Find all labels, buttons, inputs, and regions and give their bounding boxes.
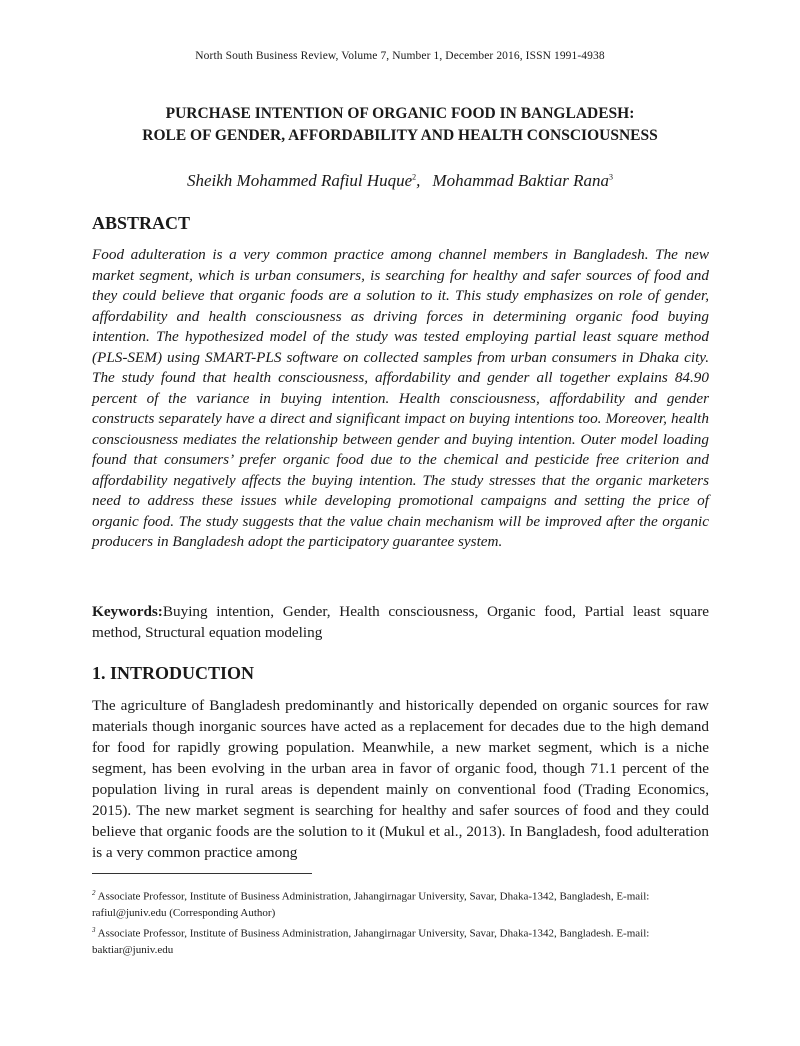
footnote-text: Associate Professor, Institute of Business Administration, Jahangirnagar University, Savar, Dhaka-1342, Bangladesh. E-mail: baktiar@juniv.edu — [92, 927, 650, 956]
introduction-text: The agriculture of Bangladesh predominantly and historically depended on organic sources for raw materials though inorganic sources have acted as a replacement for decades due to the high demand for food for rapidly growing population. Meanwhile, a new market segment, which is a niche segment, has been evolving in the urban area in favor of organic food, though 71.1 percent of the population living in rural areas is dependent mainly on conventional food (Trading Economics, 2015). The new market segment is searching for healthy and safer sources of food and they could believe that organic foods are the solution to it (Mukul et al., 2013). In Bangladesh, food adulteration is a very common practice among — [92, 697, 709, 861]
title-line-1: PURCHASE INTENTION OF ORGANIC FOOD IN BANGLADESH: — [165, 105, 635, 122]
author-footnote-mark: 2 — [412, 172, 417, 182]
footnote — [92, 922, 709, 958]
author-separator: , — [416, 171, 421, 190]
footnote-divider — [92, 873, 312, 874]
author-footnote-mark: 3 — [609, 172, 614, 182]
footnote — [92, 885, 709, 921]
author-list — [0, 171, 800, 191]
abstract-heading: ABSTRACT — [92, 213, 191, 233]
keywords-label: Keywords: — [92, 603, 163, 620]
keywords-text: Buying intention, Gender, Health consciousness, Organic food, Partial least square method, Structural equation modeling — [92, 603, 709, 641]
keywords — [92, 602, 709, 643]
title-line-2: ROLE OF GENDER, AFFORDABILITY AND HEALTH CONSCIOUSNESS — [142, 127, 658, 144]
author-name: Sheikh Mohammed Rafiul Huque — [186, 171, 413, 190]
footnote-mark: 2 — [92, 889, 96, 897]
author-name: Mohammad Baktiar Rana — [432, 171, 610, 190]
running-head: North South Business Review, Volume 7, Number 1, December 2016, ISSN 1991-4938 — [195, 50, 605, 62]
paper-title — [60, 103, 740, 147]
footnote-text: Associate Professor, Institute of Business Administration, Jahangirnagar University, Savar, Dhaka-1342, Bangladesh, E-mail: rafiul@juniv.edu (Corresponding Author) — [92, 890, 650, 919]
footnote-mark: 3 — [92, 926, 96, 934]
abstract-text: Food adulteration is a very common practice among channel members in Bangladesh. The new market segment, which is urban consumers, is searching for healthy and safer sources of food and they could believe that organic foods are a solution to it. This study emphasizes on role of gender, affordability and health consciousness as driving forces in determining organic food buying intention. The hypothesized model of the study was tested employing partial least square method (PLS-SEM) using SMART-PLS software on collected samples from urban consumers in Dhaka city. The study found that health consciousness, affordability and gender all together explains 84.90 percent of the variance in buying intention. Health consciousness, affordability and gender constructs separately have a direct and significant impact on buying intentions too. Moreover, health consciousness mediates the relationship between gender and buying intention. Outer model loading found that consumers’ prefer organic food due to the chemical and pesticide free criterion and affordability negatively affects the buying intention. The study stresses that the organic marketers need to address these issues while developing promotional campaigns and setting the price of organic food. The study suggests that the value chain mechanism will be improved after the organic producers in Bangladesh adopt the participatory guarantee system. — [92, 246, 709, 550]
introduction-heading: 1. INTRODUCTION — [92, 663, 255, 683]
